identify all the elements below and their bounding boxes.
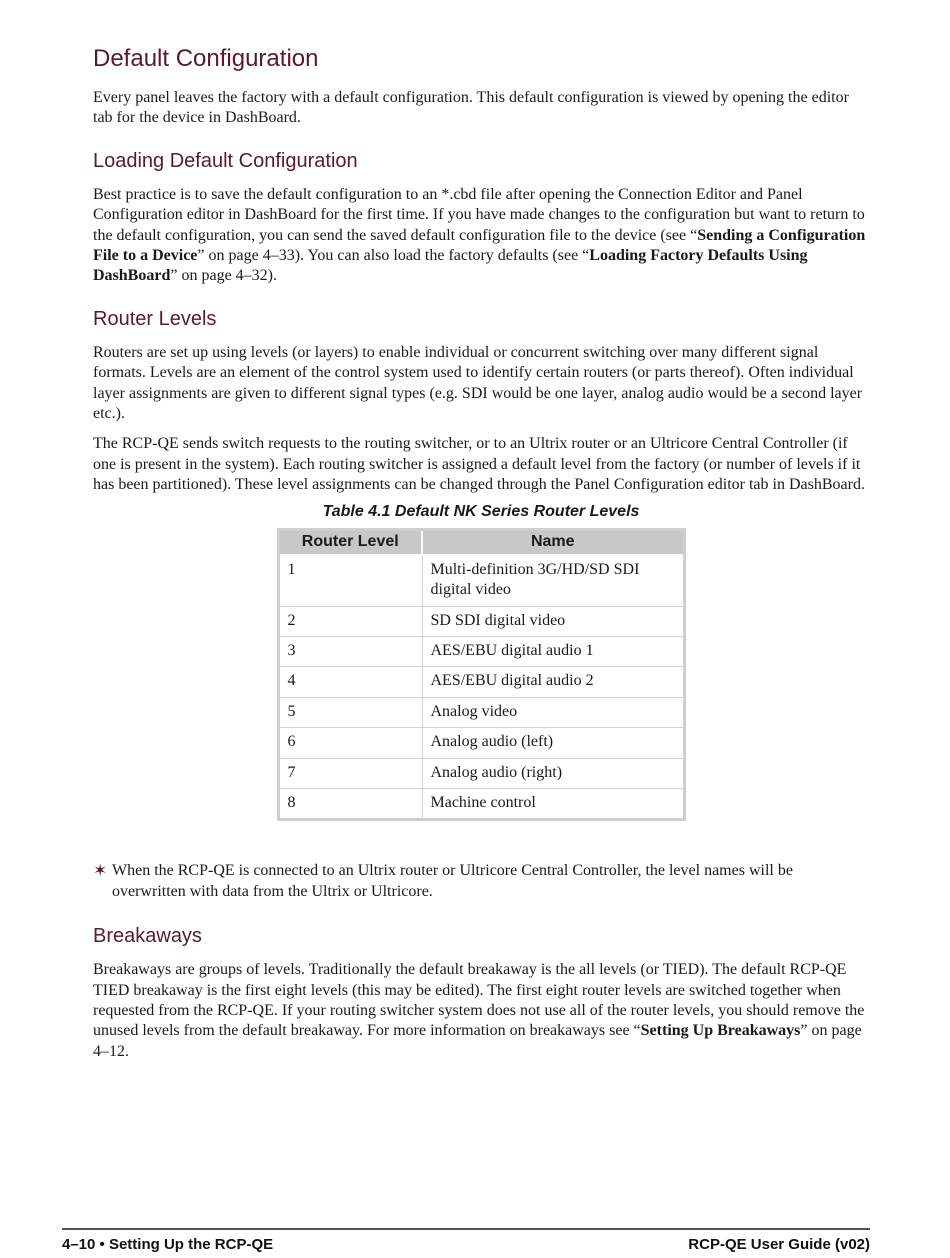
table-row	[278, 667, 684, 697]
asterisk-star-icon: ✶	[93, 861, 108, 881]
table-row	[278, 788, 684, 819]
xref-sending-config: Sending a Configuration File to a Device	[93, 226, 866, 265]
column-header-router-level: Router Level	[278, 529, 422, 555]
table-row	[278, 636, 684, 666]
level-name-cell: Multi-definition 3G/HD/SD SDI digital video	[422, 555, 684, 606]
table-row	[278, 697, 684, 727]
page-content	[93, 44, 869, 1072]
level-name-cell: SD SDI digital video	[422, 606, 684, 636]
table-header-row	[278, 529, 684, 555]
router-levels-table	[277, 528, 686, 822]
heading-router-levels: Router Levels	[93, 307, 217, 330]
breakaways-text-2: ” on page 4–12.	[93, 1022, 862, 1060]
heading-loading-default-configuration: Loading Default Configuration	[93, 149, 358, 172]
router-level-cell: 8	[278, 788, 422, 819]
footer-guide-title: RCP-QE User Guide (v02)	[688, 1236, 870, 1253]
table-row	[278, 555, 684, 606]
router-level-cell: 1	[278, 555, 422, 606]
default-configuration-paragraph: Every panel leaves the factory with a default configuration. This default configuration is viewed by opening the editor tab for the device in DashBoard.	[93, 89, 849, 127]
router-level-cell: 2	[278, 606, 422, 636]
table-row	[278, 758, 684, 788]
heading-breakaways: Breakaways	[93, 925, 202, 948]
loading-text-1: Best practice is to save the default configuration to an *.cbd file after opening the Connection Editor and Panel Configuration editor in DashBoard for the first time. If you have made changes to the configuration but want to return to the default configuration, you can send the saved default configuration file to the device (see “	[93, 185, 865, 244]
xref-setting-up-breakaways: Setting Up Breakaways	[640, 1022, 801, 1040]
loading-text-2: ” on page 4–33). You can also load the factory defaults (see “	[197, 247, 590, 265]
level-name-cell: Analog audio (left)	[422, 728, 684, 758]
note-block	[93, 861, 869, 902]
level-name-cell: AES/EBU digital audio 2	[422, 667, 684, 697]
router-level-cell: 3	[278, 636, 422, 666]
table-row	[278, 606, 684, 636]
level-name-cell: Machine control	[422, 788, 684, 819]
router-level-cell: 7	[278, 758, 422, 788]
loading-paragraph	[93, 185, 869, 287]
router-level-cell: 4	[278, 667, 422, 697]
router-level-cell: 5	[278, 697, 422, 727]
level-name-cell: Analog audio (right)	[422, 758, 684, 788]
table-caption: Table 4.1 Default NK Series Router Levels	[322, 502, 640, 520]
level-name-cell: Analog video	[422, 697, 684, 727]
table-row	[278, 728, 684, 758]
footer-rule	[62, 1228, 870, 1230]
router-levels-paragraph-1: Routers are set up using levels (or layers) to enable individual or concurrent switching over many different signal formats. Levels are an element of the control system used to identify certain routers (or parts thereof). Often individual layer assignments are given to different signal types (e.g. SDI would be one layer, analog audio would be a second layer etc.).	[93, 343, 863, 423]
router-level-cell: 6	[278, 728, 422, 758]
level-name-cell: AES/EBU digital audio 1	[422, 636, 684, 666]
heading-default-configuration: Default Configuration	[93, 45, 319, 72]
loading-text-3: ” on page 4–32).	[170, 267, 277, 285]
breakaways-text-1: Breakaways are groups of levels. Traditionally the default breakaway is the all levels (or TIED). The default RCP-QE TIED breakaway is the first eight levels (this may be edited). The first eight router levels are switched together when requested from the RCP-QE. If your routing switcher system does not use all of the router levels, you should remove the unused levels from the default breakaway. For more information on breakaways see “	[93, 961, 865, 1040]
breakaways-paragraph	[93, 960, 869, 1062]
column-header-name: Name	[422, 529, 684, 555]
xref-loading-factory-defaults: Loading Factory Defaults Using DashBoard	[93, 247, 808, 285]
footer-page-label: 4–10 • Setting Up the RCP-QE	[62, 1236, 274, 1253]
note-text: When the RCP-QE is connected to an Ultrix router or Ultricore Central Controller, the level names will be overwritten with data from the Ultrix or Ultricore.	[112, 862, 793, 900]
router-levels-paragraph-2: The RCP-QE sends switch requests to the routing switcher, or to an Ultrix router or an Ultricore Central Controller (if one is present in the system). Each routing switcher is assigned a default level from the factory (or number of levels if it has been partitioned). These level assignments can be changed through the Panel Configuration editor tab in DashBoard.	[93, 435, 865, 494]
